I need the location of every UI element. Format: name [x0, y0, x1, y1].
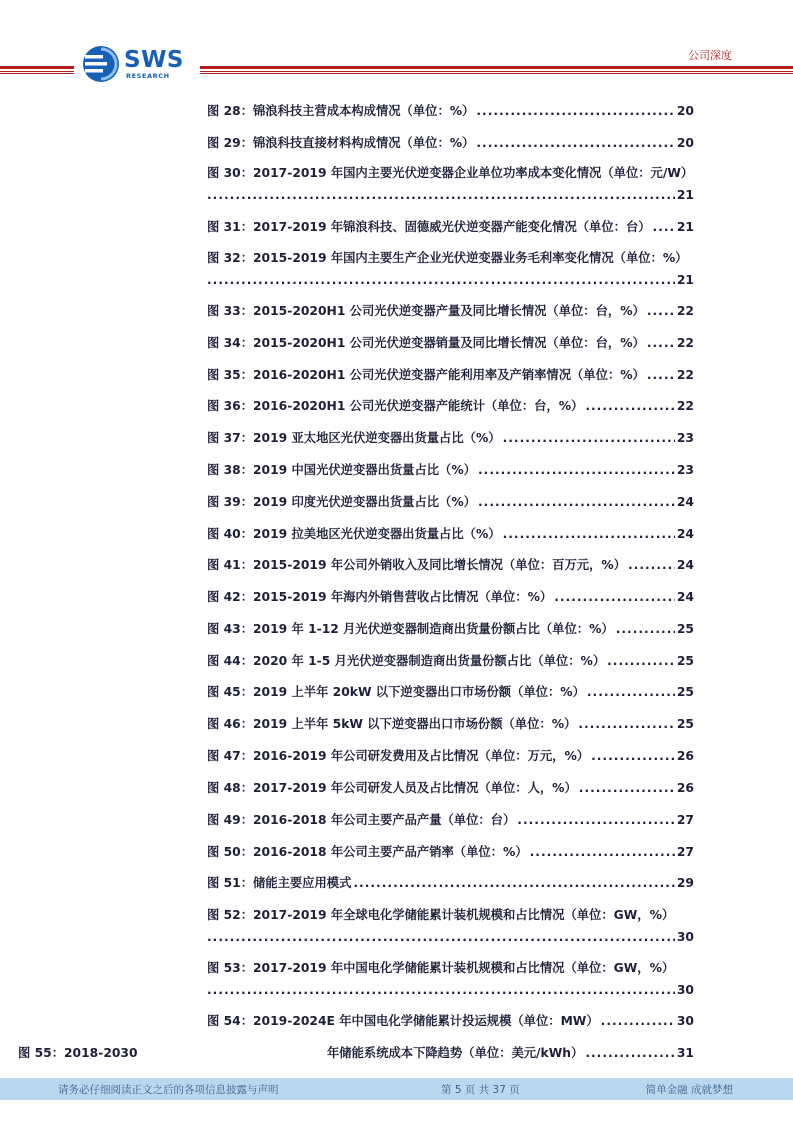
toc-entry-label: 图 48：2017-2019 年公司研发人员及占比情况（单位：人，%） [207, 781, 577, 795]
dot-leader [207, 928, 675, 946]
dot-leader [503, 525, 675, 543]
dot-leader [207, 981, 675, 999]
dot-leader [530, 843, 675, 861]
toc-entry-page: 24 [676, 558, 694, 572]
dot-leader [616, 620, 675, 638]
toc-entry-page: 26 [676, 781, 694, 795]
toc-entry-label: 图 30：2017-2019 年国内主要光伏逆变器企业单位功率成本变化情况（单位：元/W） [207, 166, 694, 180]
toc-entry-page: 22 [676, 368, 694, 382]
dot-leader [207, 271, 675, 289]
sws-logo [82, 45, 184, 85]
toc-entry[interactable] [207, 556, 694, 574]
dot-leader [591, 747, 675, 765]
toc-entry-page: 23 [676, 463, 694, 477]
toc-entry[interactable] [207, 683, 694, 701]
toc-entry-label: 图 51：储能主要应用模式 [207, 876, 352, 890]
toc-entry-page: 27 [676, 845, 694, 859]
toc-entry[interactable] [207, 525, 694, 543]
dot-leader [601, 1012, 675, 1030]
dot-leader [478, 461, 675, 479]
dot-leader [554, 588, 675, 606]
dot-leader [578, 715, 675, 733]
dot-leader [476, 102, 675, 120]
toc-entry-label: 图 47：2016-2019 年公司研发费用及占比情况（单位：万元，%） [207, 749, 590, 763]
toc-entry-page: 29 [676, 876, 694, 890]
toc-entry-page: 24 [676, 495, 694, 509]
dot-leader [585, 1044, 675, 1062]
toc-entry-label: 图 39：2019 印度光伏逆变器出货量占比（%） [207, 495, 476, 509]
toc-entry-label: 图 31：2017-2019 年锦浪科技、固德威光伏逆变器产能变化情况（单位：台） [207, 220, 651, 234]
logo-text: SWS [124, 47, 184, 73]
toc-entry-label: 图 54：2019-2024E 年中国电化学储能累计投运规模（单位：MW） [207, 1014, 599, 1028]
toc-entry-label: 图 42：2015-2019 年海内外销售营收占比情况（单位：%） [207, 590, 553, 604]
dot-leader [647, 366, 675, 384]
dot-leader [517, 811, 675, 829]
logo-subtext: RESEARCH [126, 72, 170, 80]
dot-leader [353, 874, 675, 892]
dot-leader [653, 218, 675, 236]
toc-entry[interactable] [207, 302, 694, 320]
sws-logo-icon [82, 45, 120, 83]
toc-entry-page: 21 [676, 273, 694, 287]
toc-entry-label: 图 29：锦浪科技直接材料构成情况（单位：%） [207, 136, 475, 150]
toc-entry-label: 图 38：2019 中国光伏逆变器出货量占比（%） [207, 463, 476, 477]
toc-entry-label: 图 46：2019 上半年 5kW 以下逆变器出口市场份额（单位：%） [207, 717, 577, 731]
toc-entry-page: 21 [676, 220, 694, 234]
toc-entry-label: 图 34：2015-2020H1 公司光伏逆变器销量及同比增长情况（单位：台，%） [207, 336, 645, 350]
dot-leader [476, 134, 675, 152]
toc-entry[interactable] [207, 334, 694, 352]
dot-leader [585, 397, 675, 415]
toc-entry[interactable] [207, 249, 694, 289]
toc-entry[interactable] [207, 588, 694, 606]
toc-entry-label: 图 33：2015-2020H1 公司光伏逆变器产量及同比增长情况（单位：台，%） [207, 304, 645, 318]
toc-entry-text: 年储能系统成本下降趋势（单位：美元/kWh） [327, 1046, 584, 1060]
dot-leader [647, 334, 675, 352]
toc-entry-page: 22 [676, 399, 694, 413]
toc-entry[interactable] [207, 102, 694, 120]
toc-entry-page: 24 [676, 590, 694, 604]
toc-entry[interactable] [207, 747, 694, 765]
toc-entry[interactable] [207, 493, 694, 511]
toc-entry[interactable] [207, 811, 694, 829]
toc-entry-page: 22 [676, 304, 694, 318]
toc-entry-label: 图 40：2019 拉美地区光伏逆变器出货量占比（%） [207, 527, 501, 541]
toc-entry-page: 25 [676, 717, 694, 731]
toc-entry-page: 25 [676, 685, 694, 699]
toc-entry[interactable] [207, 779, 694, 797]
toc-entry[interactable] [207, 874, 694, 892]
page-footer [0, 1078, 793, 1100]
toc-entry[interactable] [207, 366, 694, 384]
toc-entry-page: 25 [676, 622, 694, 636]
dot-leader [647, 302, 675, 320]
toc-entry-page: 21 [676, 188, 694, 202]
toc-entry-page: 27 [676, 813, 694, 827]
toc-entry-label: 图 28：锦浪科技主营成本构成情况（单位：%） [207, 104, 475, 118]
toc-entry[interactable] [207, 134, 694, 152]
footer-disclaimer: 请务必仔细阅读正文之后的各项信息披露与声明 [58, 1084, 279, 1096]
toc-entry-label: 图 45：2019 上半年 20kW 以下逆变器出口市场份额（单位：%） [207, 685, 585, 699]
dot-leader [587, 683, 675, 701]
toc-entry-page: 24 [676, 527, 694, 541]
footer-page-info: 第 5 页 共 37 页 [441, 1084, 520, 1096]
toc-entry-label: 图 55：2018-2030 [18, 1046, 138, 1060]
dot-leader [207, 186, 675, 204]
toc-entry-label: 图 53：2017-2019 年中国电化学储能累计装机规模和占比情况（单位：GW，%） [207, 961, 675, 975]
toc-entry[interactable] [207, 1012, 694, 1030]
toc-entry[interactable] [207, 652, 694, 670]
toc-entry-label: 图 43：2019 年 1-12 月光伏逆变器制造商出货量份额占比（单位：%） [207, 622, 614, 636]
toc-entry-page: 23 [676, 431, 694, 445]
toc-entry-label: 图 37：2019 亚太地区光伏逆变器出货量占比（%） [207, 431, 501, 445]
toc-entry-label: 图 44：2020 年 1-5 月光伏逆变器制造商出货量份额占比（单位：%） [207, 654, 606, 668]
toc-entry[interactable] [207, 620, 694, 638]
toc-entry-label: 图 52：2017-2019 年全球电化学储能累计装机规模和占比情况（单位：GW，%） [207, 908, 675, 922]
toc-entry-label: 图 32：2015-2019 年国内主要生产企业光伏逆变器业务毛利率变化情况（单位：%） [207, 251, 688, 265]
header-tag: 公司深度 [688, 49, 732, 62]
toc-entry[interactable] [207, 843, 694, 861]
dot-leader [503, 429, 675, 447]
toc-entry-label: 图 49：2016-2018 年公司主要产品产量（单位：台） [207, 813, 516, 827]
toc-entry-page: 20 [676, 104, 694, 118]
toc-entry-label: 图 35：2016-2020H1 公司光伏逆变器产能利用率及产销率情况（单位：%） [207, 368, 645, 382]
header-rule-right [200, 66, 793, 76]
toc-entry-label: 图 41：2015-2019 年公司外销收入及同比增长情况（单位：百万元，%） [207, 558, 626, 572]
toc-entry-page: 26 [676, 749, 694, 763]
toc-entry[interactable] [207, 218, 694, 236]
toc-entry-page: 30 [676, 930, 694, 944]
dot-leader [478, 493, 675, 511]
toc-entry[interactable] [207, 461, 694, 479]
toc-entry-page: 20 [676, 136, 694, 150]
toc-entry-page: 31 [676, 1046, 694, 1060]
footer-slogan: 简单金融 成就梦想 [645, 1084, 733, 1096]
toc-entry-page: 30 [676, 983, 694, 997]
toc-entry[interactable] [207, 959, 694, 999]
toc-entry-page: 25 [676, 654, 694, 668]
toc-entry-page: 30 [676, 1014, 694, 1028]
toc-entry[interactable] [207, 164, 694, 204]
dot-leader [607, 652, 675, 670]
toc-entry-label: 图 50：2016-2018 年公司主要产品产销率（单位：%） [207, 845, 528, 859]
toc-entry[interactable] [207, 397, 694, 415]
dot-leader [579, 779, 675, 797]
toc-entry-page: 22 [676, 336, 694, 350]
toc-entry[interactable] [207, 429, 694, 447]
header-rule-left [0, 66, 74, 76]
toc-entry-label: 图 36：2016-2020H1 公司光伏逆变器产能统计（单位：台，%） [207, 399, 584, 413]
toc-entry[interactable] [207, 906, 694, 946]
dot-leader [628, 556, 675, 574]
toc-entry[interactable] [207, 715, 694, 733]
